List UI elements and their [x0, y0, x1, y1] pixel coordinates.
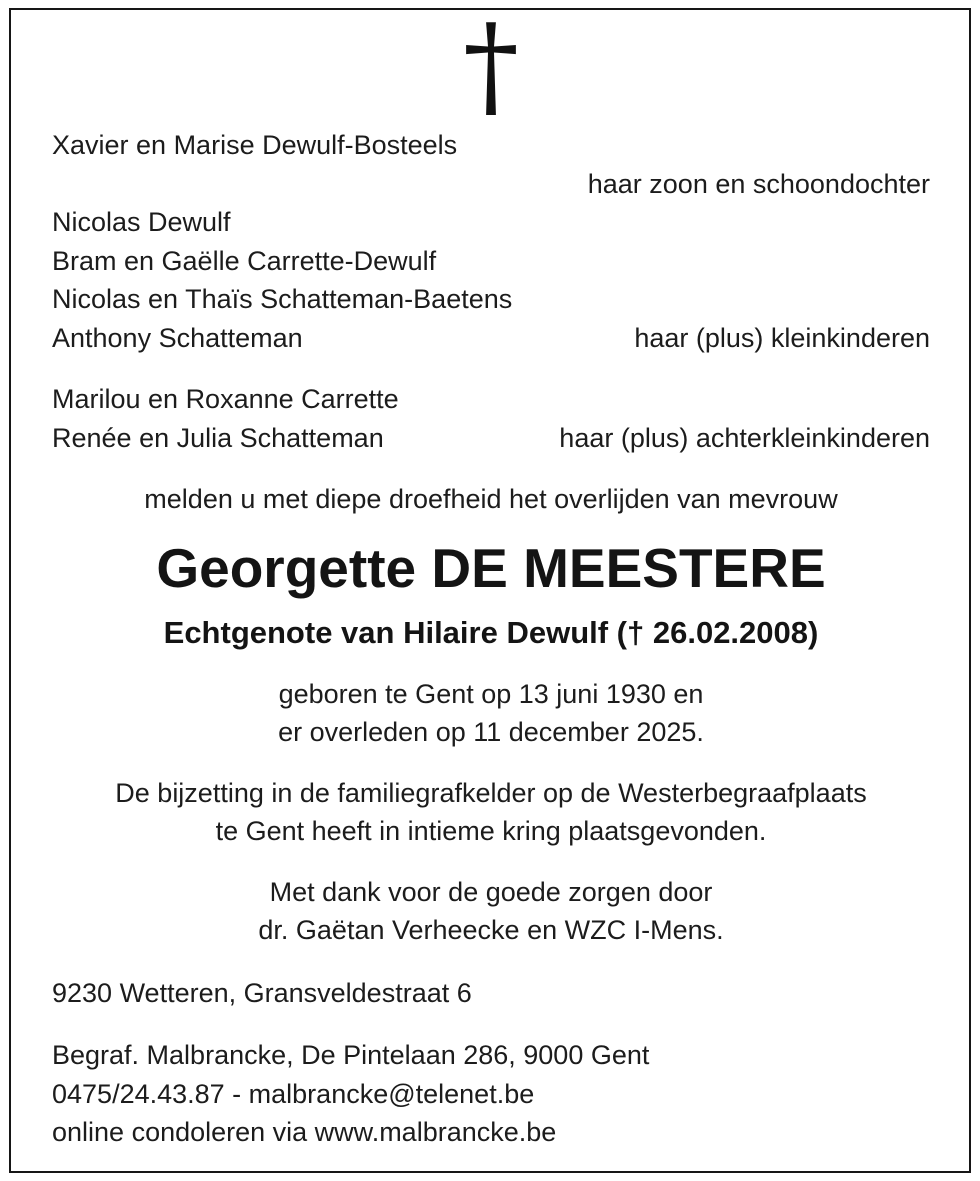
great-grandchild-name: Renée en Julia Schatteman: [52, 422, 384, 453]
son-names: Xavier en Marise Dewulf-Bosteels: [52, 130, 458, 160]
grandchildren-row: [52, 319, 930, 358]
funeral-home-contact: 0475/24.43.87 - malbrancke@telenet.be: [52, 1078, 535, 1109]
funeral-home-block: [52, 1036, 930, 1152]
obituary-content: [52, 0, 930, 1152]
family-address-block: [52, 974, 930, 1013]
announcement-intro: melden u met diepe droefheid het overlijden van mevrouw: [144, 484, 838, 514]
birth-line: geboren te Gent op 13 juni 1930 en: [278, 678, 704, 709]
life-dates-block: [52, 675, 930, 752]
thanks-block: [52, 873, 930, 950]
funeral-home-condolence-site: online condoleren via www.malbrancke.be: [52, 1117, 557, 1147]
grandchild-name: Nicolas en Thaïs Schatteman-Baetens: [52, 284, 513, 314]
grandchild-name: Nicolas Dewulf: [52, 207, 231, 237]
deceased-name: Georgette DE MEESTERE: [156, 536, 826, 599]
thanks-line-2: dr. Gaëtan Verheecke en WZC I-Mens.: [258, 915, 724, 945]
cross-icon: †: [463, 1, 519, 131]
thanks-line-1: Met dank voor de goede zorgen door: [269, 876, 713, 907]
burial-line-1: De bijzetting in de familiegrafkelder op de Westerbegraafplaats: [115, 777, 867, 808]
burial-block: [52, 774, 930, 851]
spouse-line: Echtgenote van Hilaire Dewulf († 26.02.2008): [163, 614, 819, 650]
grandchildren-relation-label: haar (plus) kleinkinderen: [634, 322, 930, 353]
son-relation-label: haar zoon en schoondochter: [587, 168, 930, 199]
grandchild-name: Anthony Schatteman: [52, 322, 303, 353]
family-address: 9230 Wetteren, Gransveldestraat 6: [52, 977, 472, 1008]
grandchild-name: Bram en Gaëlle Carrette-Dewulf: [52, 245, 437, 276]
great-grandchildren-relation-label: haar (plus) achterkleinkinderen: [559, 422, 930, 453]
funeral-home-address: Begraf. Malbrancke, De Pintelaan 286, 9000 Gent: [52, 1040, 650, 1070]
great-grandchild-name: Marilou en Roxanne Carrette: [52, 384, 399, 414]
death-line: er overleden op 11 december 2025.: [278, 717, 704, 747]
burial-line-2: te Gent heeft in intieme kring plaatsgevonden.: [215, 816, 767, 846]
great-grandchildren-row: [52, 419, 930, 458]
